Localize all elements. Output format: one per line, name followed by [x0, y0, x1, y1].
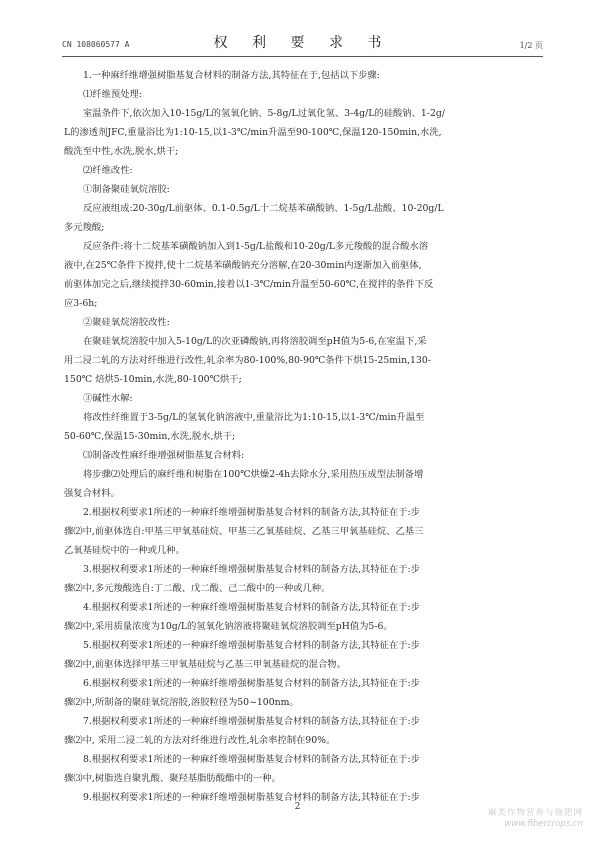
text-line: ⑵纤维改性:	[83, 165, 133, 176]
text-line: 骤⑵中,前驱体选自:甲基三甲氧基硅烷、甲基三乙氧基硅烷、乙基三甲氧基硅烷、乙基三	[64, 526, 424, 537]
text-line: 骤⑶中,树脂选自聚乳酸、聚羟基脂肪酸酯中的一种。	[64, 773, 281, 784]
text-line: 1.一种麻纤维增强树脂基复合材料的制备方法,其特征在于,包括以下步骤:	[83, 70, 380, 81]
text-line: 7.根据权利要求1所述的一种麻纤维增强树脂基复合材料的制备方法,其特征在于:步	[83, 716, 420, 727]
text-line: 2.根据权利要求1所述的一种麻纤维增强树脂基复合材料的制备方法,其特征在于:步	[83, 507, 420, 518]
text-line: 在聚硅氧烷溶胶中加入5-10g/L的次亚磷酸钠,再将溶胶调至pH值为5-6,在室温下,采	[83, 336, 427, 347]
text-line: 骤⑵中,多元羧酸选自:丁二酸、戊二酸、己二酸中的一种或几种。	[64, 583, 331, 594]
claims-body	[64, 66, 537, 807]
publication-number: CN 108060577 A	[62, 40, 130, 49]
text-line: 骤⑵中,前驱体选择甲基三甲氧基硅烷与乙基三甲氧基硅烷的混合物。	[64, 659, 346, 670]
text-line: 9.根据权利要求1所述的一种麻纤维增强树脂基复合材料的制备方法,其特征在于:步	[83, 792, 420, 803]
page-number: 2	[294, 802, 301, 812]
text-line: 强复合材料。	[64, 488, 120, 499]
text-line: 骤⑵中,所制备的聚硅氧烷溶胶,溶胶粒径为50~100nm。	[64, 697, 299, 708]
text-line: 将步骤⑵处理后的麻纤维和树脂在100℃烘燥2-4h去除水分,采用热压成型法制备增	[83, 469, 424, 480]
text-line: 用二浸二轧的方法对纤维进行改性,轧余率为80-100%,80-90℃条件下烘15-25min,130-	[64, 355, 431, 366]
text-line: ⑴纤维预处理:	[83, 89, 142, 100]
text-line: 4.根据权利要求1所述的一种麻纤维增强树脂基复合材料的制备方法,其特征在于:步	[83, 602, 420, 613]
text-line: 多元羧酸;	[64, 222, 105, 233]
text-line: 5.根据权利要求1所述的一种麻纤维增强树脂基复合材料的制备方法,其特征在于:步	[83, 640, 420, 651]
text-line: 液中,在25℃条件下搅拌,使十二烷基苯磺酸钠充分溶解,在20-30min内逐渐加入前驱体,	[64, 260, 422, 271]
text-line: ⑶制备改性麻纤维增强树脂基复合材料:	[83, 450, 245, 461]
text-line: 骤⑵中,采用质量浓度为10g/L的氢氧化钠溶液将聚硅氧烷溶胶调至pH值为5-6。	[64, 621, 393, 632]
text-line: 反应条件:将十二烷基苯磺酸钠加入到1-5g/L盐酸和10-20g/L多元羧酸的混合酸水溶	[83, 241, 429, 252]
text-line: 8.根据权利要求1所述的一种麻纤维增强树脂基复合材料的制备方法,其特征在于:步	[83, 754, 420, 765]
page-header	[62, 30, 543, 54]
text-line: 150℃ 焙烘5-10min,水洗,80-100℃烘干;	[64, 374, 242, 385]
text-line: 应3-6h;	[64, 298, 98, 309]
watermark	[445, 808, 583, 830]
text-line: L的渗透剂JFC,重量浴比为1:10-15,以1-3℃/min升温至90-100℃,保温120-150min,水洗,	[64, 127, 442, 138]
text-line: 骤⑵中, 采用二浸二轧的方法对纤维进行改性,轧余率控制在90%。	[64, 735, 336, 746]
text-line: 酸洗至中性,水洗,脱水,烘干;	[64, 146, 179, 157]
watermark-site-name: 麻类作物营养与施肥网	[487, 808, 583, 818]
watermark-url: www.fibercrops.cn	[504, 819, 583, 829]
text-line: 6.根据权利要求1所述的一种麻纤维增强树脂基复合材料的制备方法,其特征在于:步	[83, 678, 420, 689]
text-line: ①制备聚硅氧烷溶胶:	[83, 184, 170, 195]
document-title: 权 利 要 求 书	[213, 35, 392, 51]
text-line: 室温条件下,依次加入10-15g/L的氢氧化钠、5-8g/L过氧化氢、3-4g/L的硅酸钠、1-2g/	[83, 108, 445, 119]
text-line: ③碱性水解:	[83, 393, 133, 404]
text-line: 将改性纤维置于3-5g/L的氢氧化钠溶液中,重量浴比为1:10-15,以1-3℃/min升温至	[83, 412, 425, 423]
text-line: 50-60℃,保温15-30min,水洗,脱水,烘干;	[64, 431, 236, 442]
text-line: 乙氧基硅烷中的一种或几种。	[64, 545, 185, 556]
text-line: 反应液组成:20-30g/L前驱体、0.1-0.5g/L十二烷基苯磺酸钠、1-5g/L盐酸、10-20g/L	[83, 203, 444, 214]
text-line: ②聚硅氧烷溶胶改性:	[83, 317, 170, 328]
text-line: 前驱体加完之后,继续搅拌30-60min,接着以1-3℃/min升温至50-60℃,在搅拌的条件下反	[64, 279, 434, 290]
page-count: 1/2 页	[519, 41, 543, 50]
text-line: 3.根据权利要求1所述的一种麻纤维增强树脂基复合材料的制备方法,其特征在于:步	[83, 564, 420, 575]
header-divider	[62, 56, 543, 57]
